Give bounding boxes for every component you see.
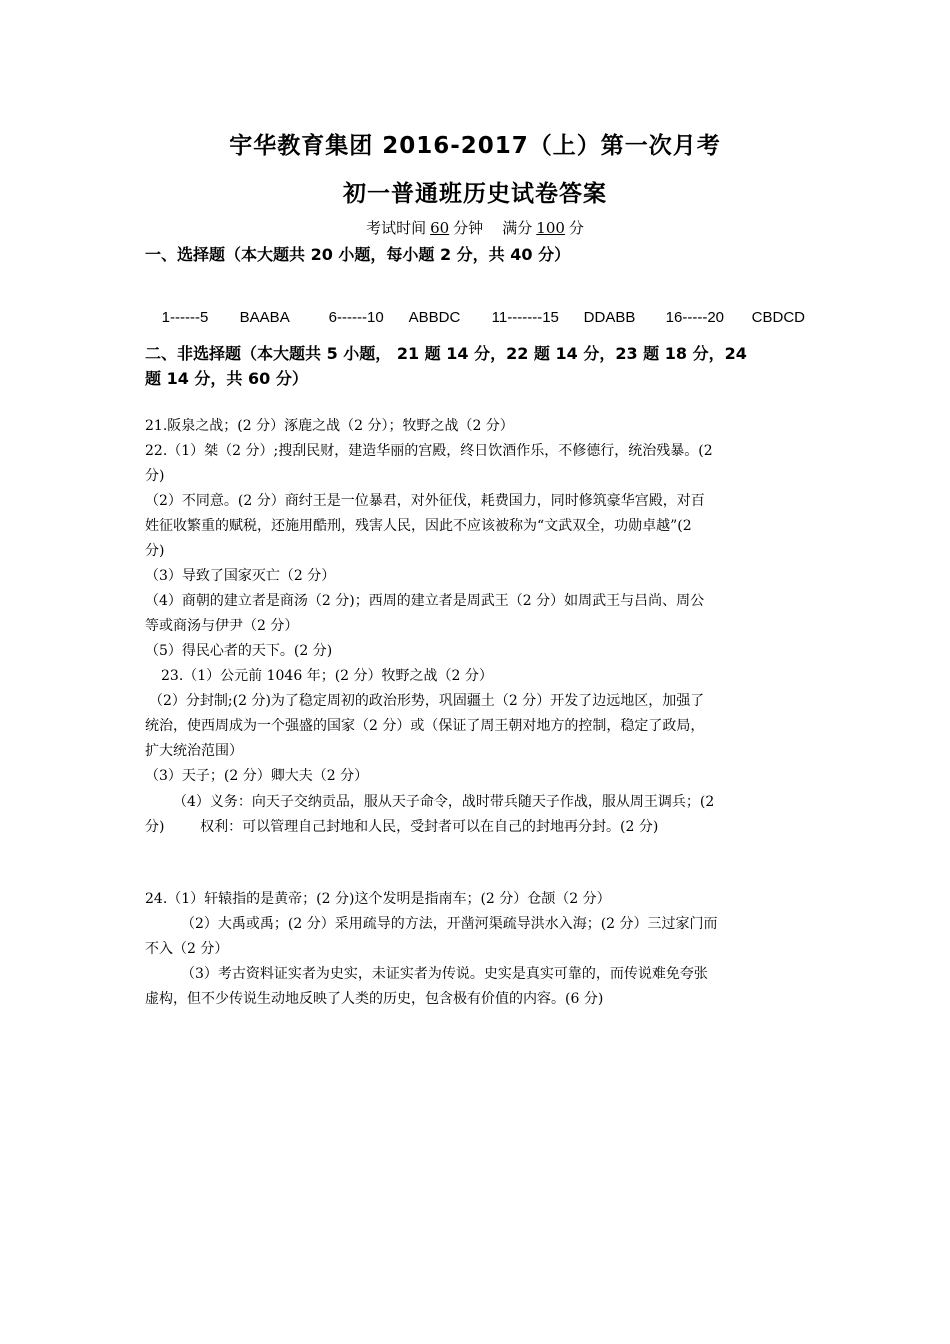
answer-line: 23.（1）公元前 1046 年；(2 分）牧野之战（2 分） [161, 668, 493, 684]
exam-time-label: 考试时间 [366, 219, 427, 237]
answer-line: 姓征收繁重的赋税，还施用酷刑，残害人民，因此不应该被称为“文武双全，功勋卓越”(2 [145, 518, 692, 534]
answer-line: 分) [145, 468, 165, 484]
answer-range: 6------10 [328, 309, 384, 326]
answer-line: 分) [145, 543, 165, 559]
answer-key: CBDCD [751, 309, 806, 326]
answer-line: （4）义务：向天子交纳贡品，服从天子命令，战时带兵随天子作战，服从周王调兵；(2 [173, 794, 715, 810]
answer-key: ABBDC [408, 309, 461, 326]
answer-line: 统治，使西周成为一个强盛的国家（2 分）或（保证了周王朝对地方的控制，稳定了政局， [145, 718, 705, 734]
answer-line: （2）不同意。(2 分）商纣王是一位暴君，对外征伐，耗费国力，同时修筑豪华宫殿，对百 [145, 493, 705, 509]
answer-line: 等或商汤与伊尹（2 分） [145, 618, 299, 634]
answer-key: BAABA [239, 309, 290, 326]
answer-line: （3）天子；(2 分）卿大夫（2 分） [145, 768, 369, 784]
page-title: 宇华教育集团 2016-2017（上）第一次月考 [229, 133, 721, 159]
answer-line: 24.（1）轩辕指的是黄帝；(2 分)这个发明是指南车；(2 分）仓颉（2 分） [145, 891, 611, 907]
answer-line: 21.阪泉之战；(2 分）涿鹿之战（2 分）；牧野之战（2 分） [145, 418, 514, 434]
answer-range: 16-----20 [665, 309, 725, 326]
full-score-value: 100 [536, 219, 565, 237]
answer-line: 扩大统治范围） [145, 743, 243, 759]
full-score-label: 满分 [502, 219, 533, 237]
answer-line: （2）分封制;(2 分)为了稳定周初的政治形势，巩固疆土（2 分）开发了边远地区，加强了 [149, 693, 705, 709]
answer-range: 11-------15 [491, 309, 559, 326]
answer-line: 虚构，但不少传说生动地反映了人类的历史，包含极有价值的内容。(6 分) [145, 991, 604, 1007]
exam-time-value: 60 [430, 219, 450, 237]
choice-answers [145, 292, 825, 343]
answer-key: DDABB [583, 309, 636, 326]
answer-line: 22.（1）桀（2 分）;搜刮民财，建造华丽的宫殿，终日饮酒作乐，不修德行，统治残暴。(2 [145, 443, 713, 459]
answer-line: （3）导致了国家灭亡（2 分） [145, 568, 336, 584]
section-2-heading [145, 341, 815, 391]
answer-line: 不入（2 分） [145, 941, 229, 957]
answer-line: （4）商朝的建立者是商汤（2 分)；西周的建立者是周武王（2 分）如周武王与吕尚、周公 [145, 593, 705, 609]
full-score-unit: 分 [568, 219, 584, 237]
page-subtitle: 初一普通班历史试卷答案 [343, 181, 607, 207]
section-2-heading-line: 二、非选择题（本大题共 5 小题， 21 题 14 分，22 题 14 分，23 题 18 分，24 [145, 344, 747, 363]
answer-line: （2）大禹或禹；(2 分）采用疏导的方法，开凿河渠疏导洪水入海；(2 分）三过家门而 [181, 916, 718, 932]
exam-meta [0, 217, 950, 238]
answer-line: 分) 权利：可以管理自己封地和人民，受封者可以在自己的封地再分封。(2 分) [145, 819, 659, 835]
section-2-heading-line: 题 14 分，共 60 分） [145, 369, 308, 388]
section-1-heading: 一、选择题（本大题共 20 小题，每小题 2 分，共 40 分） [145, 245, 571, 264]
answer-line: （5）得民心者的天下。(2 分) [145, 643, 333, 659]
exam-time-unit: 分钟 [453, 219, 484, 237]
answer-range: 1------5 [161, 309, 209, 326]
answer-line: （3）考古资料证实者为史实，未证实者为传说。史实是真实可靠的，而传说难免夸张 [181, 966, 708, 982]
